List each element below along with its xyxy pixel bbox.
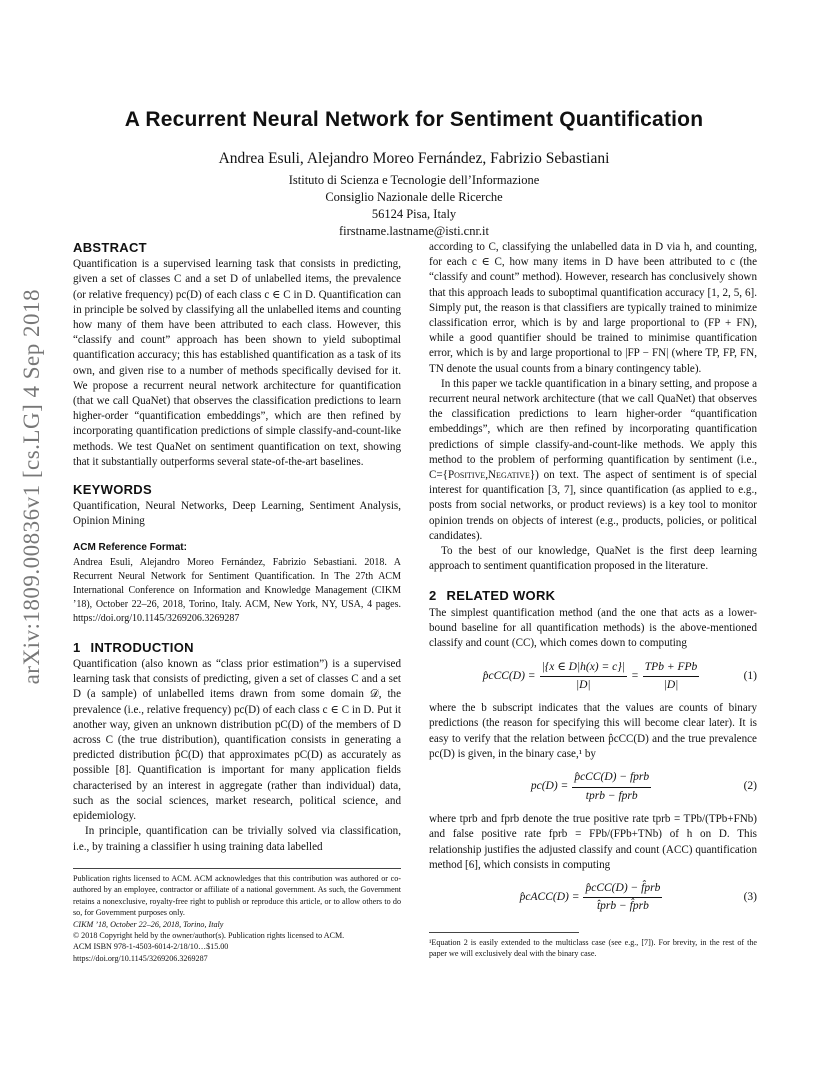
section-number: 2 [429,588,437,604]
footnote-rule [429,932,579,933]
equation-number: (1) [743,669,757,682]
acm-reference-heading: ACM Reference Format: [73,541,187,553]
abstract-heading: ABSTRACT [73,240,147,255]
doi-line: https://doi.org/10.1145/3269206.3269287 [73,953,208,963]
left-footnote [73,868,401,964]
affiliation-block [60,172,768,240]
isbn-line: ACM ISBN 978-1-4503-6014-2/18/10…$15.00 [73,942,229,952]
affiliation-city: 56124 Pisa, Italy [371,207,457,221]
fraction-numerator: p̂cCC(D) − f̂prb [583,881,662,898]
affiliation-institute: Istituto di Scienza e Tecnologie dell’Informazione [288,173,540,187]
equation-2-lhs: pc(D) = [530,780,569,793]
class-separator: , [485,469,489,482]
arxiv-side-stamp [12,289,52,685]
equation-number: (3) [743,891,757,904]
left-column [73,240,401,855]
affiliation-email: firstname.lastname@isti.cnr.it [338,224,490,238]
right-column [429,240,757,923]
body-paragraph-6: where tprb and fprb denote the true positive rate tprb = TPb/(TPb+FNb) and false positive rate fprb = FPb/(FPb+TNb) of h on D. This relationship justifies the adjusted classify and count (ACC) quantification method [6], which consists in computing [429,813,757,871]
arxiv-stamp-text: arXiv:1809.00836v1 [cs.LG] 4 Sep 2018 [19,289,44,685]
equation-3-lhs: p̂cACC(D) = [519,891,580,904]
right-footnote [429,932,757,960]
equation-1-fraction-a [540,660,627,693]
equation-1-fraction-b [643,660,699,693]
rights-notice: Publication rights licensed to ACM. ACM acknowledges that this contribution was authored or co-authored by an employee, contractor or affiliate of a national government. As such, the Government retains a nonexclusive, royalty-free right to publish or reproduce this article, or to allow others to do so, for Government purposes only. [73,874,401,918]
body-paragraph-3: To the best of our knowledge, QuaNet is the first deep learning approach to sentiment quantification proposed in the literature. [429,545,757,573]
equation-1-lhs: p̂cCC(D) = [482,669,536,682]
footnote-rule [73,868,401,869]
body-paragraph-5: where the b subscript indicates that the values are counts of binary predictions (the reason for specifying this will become clear later). It is easy to verify that the relation between p̂cCC(D) and the true prevalence pc(D) is given, in the binary case,¹ by [429,702,757,760]
class-negative: Negative [488,469,530,482]
class-positive: Positive [447,469,486,482]
fraction-denominator: tprb − fprb [585,789,638,802]
equation-number: (2) [743,780,757,793]
equation-3-fraction [583,881,662,914]
conference-line: CIKM ’18, October 22–26, 2018, Torino, Italy [73,919,224,929]
affiliation-council: Consiglio Nazionale delle Ricerche [325,190,503,204]
paper-title: A Recurrent Neural Network for Sentiment Quantification [124,108,704,131]
body-paragraph-2 [429,377,757,544]
body-paragraph-1: according to C, classifying the unlabelled data in D via h, and counting, for each c ∈ C, how many items in D have been attributed to c (the “classify and count” method). However, research has conclusively shown that this approach leads to suboptimal quantification accuracy [1, 2, 5, 6]. Simply put, the reason is that classifiers are typically trained to minimize classification error, which is by and large proportional to (FP + FN), while a good quantifier should be trained to minimise quantification error, which is by and large proportional to |FP − FN| (where TP, FP, FN, TN denote the usual counts from a binary contingency table). [429,241,757,375]
equation-2-fraction [572,770,651,803]
fraction-denominator: t̂prb − f̂prb [596,900,649,913]
fraction-numerator: TPb + FPb [643,660,699,677]
equation-1 [429,659,757,693]
keywords-heading: KEYWORDS [73,482,152,498]
fraction-denominator: |D| [575,678,591,691]
copyright-line: © 2018 Copyright held by the owner/author(s). Publication rights licensed to ACM. [73,931,345,941]
section-number: 1 [73,639,81,655]
intro-paragraph-2: In principle, quantification can be trivially solved via classification, i.e., by training a classifier h using training data labelled [73,825,401,853]
author-list: Andrea Esuli, Alejandro Moreo Fernández, Fabrizio Sebastiani [218,150,610,167]
equation-1-equals: = [631,669,639,682]
equation-2 [429,770,757,804]
body-paragraph-4: The simplest quantification method (and the one that acts as a lower-bound baseline for all quantification methods) is the above-mentioned classify and count (CC), which comes down to computing [429,606,757,650]
fraction-numerator: |{x ∈ D|h(x) = c}| [540,660,627,677]
fraction-numerator: p̂cCC(D) − fprb [572,770,651,787]
footnote-1: ¹Equation 2 is easily extended to the multiclass case (see e.g., [7]). For brevity, in the rest of the paper we will exclusively deal with the binary case. [429,938,757,959]
equation-3 [429,881,757,915]
keywords-text: Quantification, Neural Networks, Deep Learning, Sentiment Analysis, Opinion Mining [73,500,401,528]
section-heading-related-work [429,588,757,603]
body-paragraph-2-end: }) on text. The aspect of sentiment is of special interest for quantification [3, 7], since quantification (as applied to e.g., posts from social networks, or product reviews) is a key tool to monitor opinion trends on objects of interest (e.g., products, policies, or political candidates). [429,469,757,542]
acm-reference-text: Andrea Esuli, Alejandro Moreo Fernández, Fabrizio Sebastiani. 2018. A Recurrent Neural Network for Sentiment Quantification. In The 27th ACM International Conference on Information and Knowledge Management (CIKM ’18), October 22–26, 2018, Torino, Italy. ACM, New York, NY, USA, 4 pages. https://doi.org/10.1145/3269206.3269287 [73,556,401,624]
fraction-denominator: |D| [663,678,679,691]
abstract-text: Quantification is a supervised learning task that consists in predicting, given a set of classes C and a set D of unlabelled items, the prevalence (or relative frequency) pc(D) of each class c ∈ C in D. Quantification can in principle be solved by classifying all the unlabelled items and counting how many of them have been attributed to each class. However, this “classify and count” approach has been shown to yield suboptimal quantification accuracy; this has established quantification as a task of its own, and given rise to a number of methods specifically devised for it. We propose a recurrent neural network architecture for quantification (that we call QuaNet) that observes the classification predictions to learn higher-order “quantification embeddings”, which are then refined by incorporating quantification predictions of simple classify-and-count-like methods. We test QuaNet on sentiment quantification on text, showing that it substantially outperforms several state-of-the-art baselines. [73,258,401,468]
section-title: INTRODUCTION [90,639,194,655]
section-title: RELATED WORK [446,588,556,604]
body-paragraph-2-start: In this paper we tackle quantification in a binary setting, and propose a recurrent neural network architecture (that we call QuaNet) that observes the classification predictions to learn higher-order “quantification embeddings”, which are then refined by incorporating quantification predictions of simple classify-and-count-like methods. We apply this method to the problem of performing quantification by sentiment (i.e., C={ [429,377,757,482]
section-heading-introduction [73,640,401,655]
intro-paragraph-1: Quantification (also known as “class prior estimation”) is a supervised learning task that consists of predicting, given a set of classes C and a set D (a sample) of unlabelled items drawn from some domain 𝒟, the prevalence (i.e., relative frequency) pc(D) of each class c ∈ C in D. Put it another way, given an unknown distribution pC(D) of the members of D across C (the true distribution), quantification consists in generating a predicted distribution p̂C(D) that approximates pC(D) as accurately as possible [8]. Quantification is important for many application fields characterised by an interest in aggregate (rather than individual) data, such as the social sciences, market research, political science, and epidemiology. [73,658,401,823]
